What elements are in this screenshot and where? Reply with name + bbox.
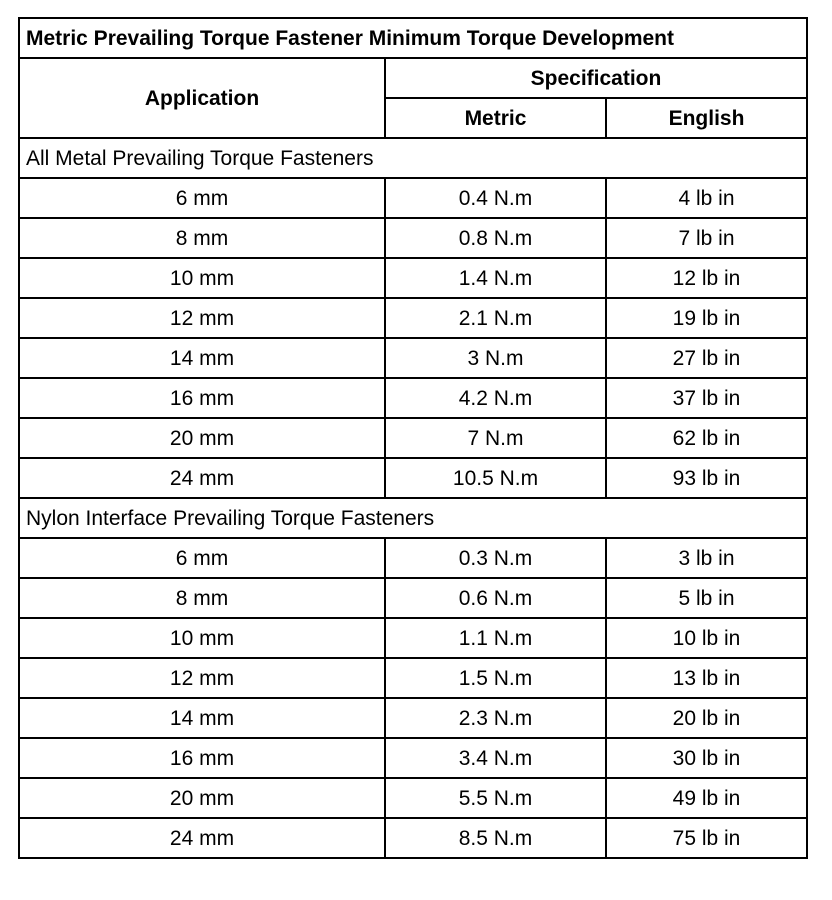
section-header-row: [19, 138, 807, 178]
english-cell: 7 lb in: [606, 218, 807, 258]
english-cell: 27 lb in: [606, 338, 807, 378]
size-cell: 16 mm: [19, 378, 385, 418]
metric-cell: 0.6 N.m: [385, 578, 606, 618]
table-row: [19, 658, 807, 698]
table-row: [19, 538, 807, 578]
english-cell: 5 lb in: [606, 578, 807, 618]
metric-cell: 10.5 N.m: [385, 458, 606, 498]
size-cell: 14 mm: [19, 338, 385, 378]
english-cell: 3 lb in: [606, 538, 807, 578]
english-cell: 4 lb in: [606, 178, 807, 218]
metric-cell: 0.4 N.m: [385, 178, 606, 218]
metric-cell: 1.5 N.m: [385, 658, 606, 698]
size-cell: 12 mm: [19, 298, 385, 338]
metric-cell: 1.4 N.m: [385, 258, 606, 298]
table-row: [19, 218, 807, 258]
table-row: [19, 258, 807, 298]
table-row: [19, 178, 807, 218]
table-body: [19, 138, 807, 858]
size-cell: 16 mm: [19, 738, 385, 778]
size-cell: 10 mm: [19, 258, 385, 298]
table-row: [19, 418, 807, 458]
table-row: [19, 578, 807, 618]
english-cell: 37 lb in: [606, 378, 807, 418]
table-row: [19, 458, 807, 498]
metric-cell: 5.5 N.m: [385, 778, 606, 818]
english-cell: 12 lb in: [606, 258, 807, 298]
size-cell: 20 mm: [19, 778, 385, 818]
metric-cell: 8.5 N.m: [385, 818, 606, 858]
english-header: English: [606, 98, 807, 138]
size-cell: 24 mm: [19, 458, 385, 498]
size-cell: 6 mm: [19, 178, 385, 218]
size-cell: 24 mm: [19, 818, 385, 858]
metric-cell: 3 N.m: [385, 338, 606, 378]
section-label: Nylon Interface Prevailing Torque Fasteners: [19, 498, 807, 538]
english-cell: 49 lb in: [606, 778, 807, 818]
size-cell: 20 mm: [19, 418, 385, 458]
table-row: [19, 778, 807, 818]
metric-cell: 2.1 N.m: [385, 298, 606, 338]
table-row: [19, 378, 807, 418]
metric-cell: 0.8 N.m: [385, 218, 606, 258]
table-title: Metric Prevailing Torque Fastener Minimum Torque Development: [19, 18, 807, 58]
english-cell: 75 lb in: [606, 818, 807, 858]
size-cell: 8 mm: [19, 218, 385, 258]
metric-cell: 7 N.m: [385, 418, 606, 458]
size-cell: 14 mm: [19, 698, 385, 738]
metric-cell: 4.2 N.m: [385, 378, 606, 418]
table-row: [19, 818, 807, 858]
size-cell: 12 mm: [19, 658, 385, 698]
metric-cell: 1.1 N.m: [385, 618, 606, 658]
size-cell: 8 mm: [19, 578, 385, 618]
table-title-row: [19, 18, 807, 58]
table-row: [19, 338, 807, 378]
metric-cell: 0.3 N.m: [385, 538, 606, 578]
specification-header: Specification: [385, 58, 807, 98]
size-cell: 10 mm: [19, 618, 385, 658]
english-cell: 62 lb in: [606, 418, 807, 458]
metric-header: Metric: [385, 98, 606, 138]
english-cell: 30 lb in: [606, 738, 807, 778]
english-cell: 19 lb in: [606, 298, 807, 338]
table-row: [19, 698, 807, 738]
section-label: All Metal Prevailing Torque Fasteners: [19, 138, 807, 178]
section-header-row: [19, 498, 807, 538]
metric-cell: 2.3 N.m: [385, 698, 606, 738]
table-row: [19, 738, 807, 778]
table-row: [19, 618, 807, 658]
table-header-row: [19, 58, 807, 98]
application-header: Application: [19, 58, 385, 138]
torque-spec-table: [18, 17, 808, 859]
metric-cell: 3.4 N.m: [385, 738, 606, 778]
english-cell: 13 lb in: [606, 658, 807, 698]
english-cell: 10 lb in: [606, 618, 807, 658]
table-row: [19, 298, 807, 338]
size-cell: 6 mm: [19, 538, 385, 578]
english-cell: 20 lb in: [606, 698, 807, 738]
english-cell: 93 lb in: [606, 458, 807, 498]
